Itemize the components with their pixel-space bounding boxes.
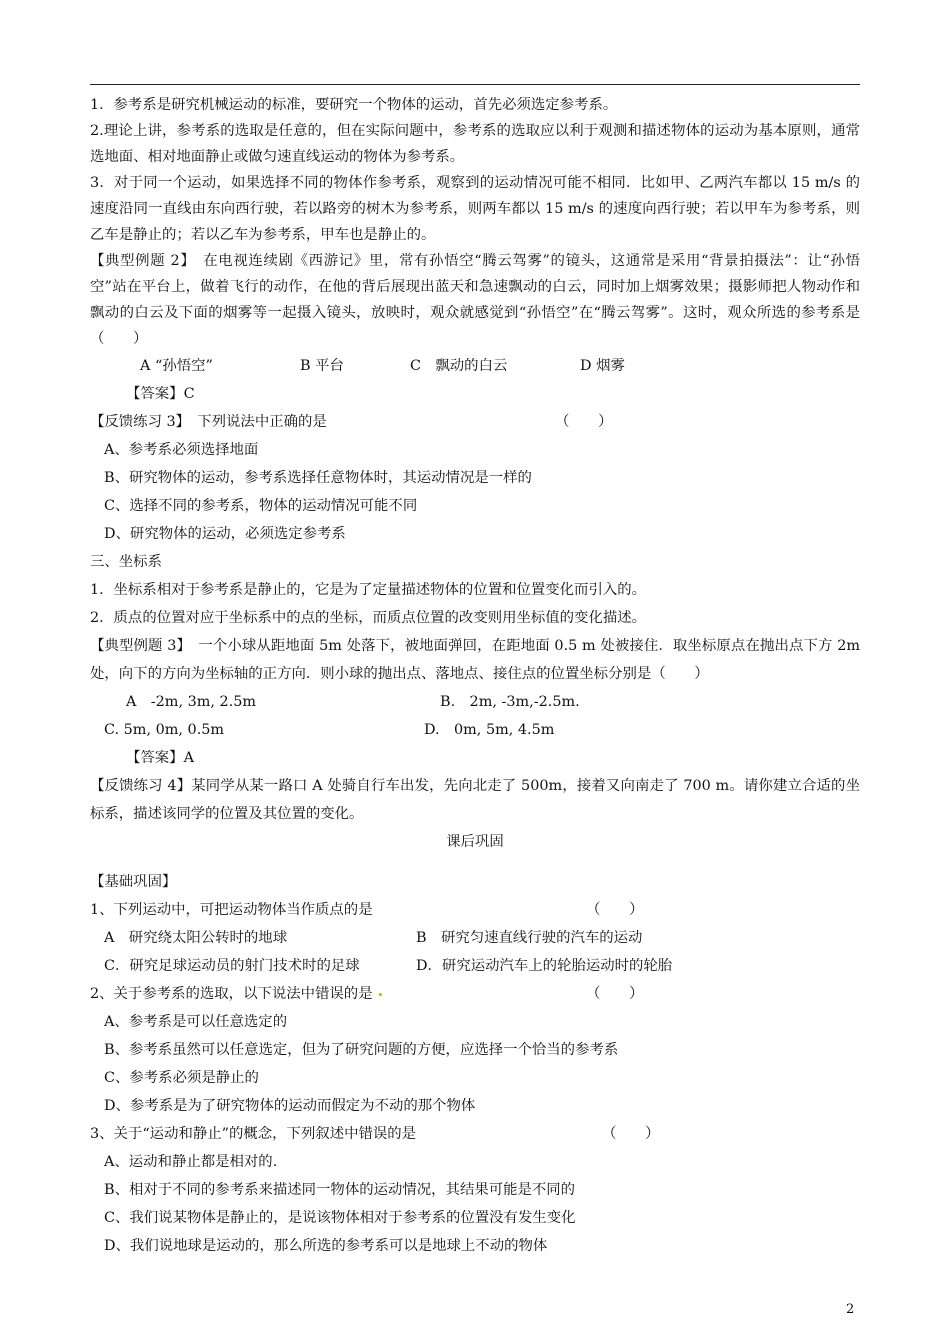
question-2-blank: （ ） — [586, 986, 644, 1002]
question-3-option-d: D、我们说地球是运动的，那么所选的参考系可以是地球上不动的物体 — [104, 1238, 548, 1254]
ref-point-2: 2.理论上讲，参考系的选取是任意的，但在实际问题中，参考系的选取应以利于观测和描述物体的运动为基本原则，通常选地面、相对地面静止或做匀速直线运动的物体为参考系。 — [90, 123, 860, 165]
example-3-option-d: D. 0m, 5m, 4.5m — [424, 722, 555, 738]
feedback-3-question — [90, 408, 860, 436]
question-1-option-b: B 研究匀速直线行驶的汽车的运动 — [416, 930, 643, 946]
feedback-3-option-b: B、研究物体的运动，参考系选择任意物体时，其运动情况是一样的 — [104, 470, 532, 486]
header-rule — [90, 84, 860, 85]
basic-heading: 【基础巩固】 — [90, 874, 177, 890]
question-3-option-c: C、我们说某物体是静止的，是说该物体相对于参考系的位置没有发生变化 — [104, 1210, 576, 1226]
example-2-answer-text: 【答案】C — [126, 386, 195, 402]
question-1-options-cd — [90, 952, 860, 980]
example-2-options — [90, 352, 860, 380]
feedback-3-option-d: D、研究物体的运动，必须选定参考系 — [104, 526, 346, 542]
example-3-option-b: B. 2m, -3m,-2.5m. — [440, 694, 580, 710]
question-2 — [90, 980, 860, 1008]
feedback-3-blank: （ ） — [555, 414, 613, 430]
feedback-3-text: 【反馈练习 3】 下列说法中正确的是 — [90, 414, 327, 430]
question-1-option-c: C．研究足球运动员的射门技术时的足球 — [104, 958, 360, 974]
example-3-answer — [90, 744, 860, 772]
mark-dot — [379, 993, 382, 996]
feedback-3-option-a: A、参考系必须选择地面 — [104, 442, 259, 458]
example-2-option-a: A “孙悟空” — [140, 358, 213, 374]
question-2-text: 2、关于参考系的选取，以下说法中错误的是 — [90, 986, 373, 1002]
example-2-option-c: C 飘动的白云 — [410, 358, 508, 374]
question-3 — [90, 1120, 860, 1148]
question-2-option-b: B、参考系虽然可以任意选定，但为了研究问题的方便，应选择一个恰当的参考系 — [104, 1042, 619, 1058]
feedback-3-option-c: C、选择不同的参考系，物体的运动情况可能不同 — [104, 498, 418, 514]
question-2-option-d: D、参考系是为了研究物体的运动而假定为不动的那个物体 — [104, 1098, 476, 1114]
after-class-heading: 课后巩固 — [446, 834, 504, 850]
coord-point-1: 1．坐标系相对于参考系是静止的，它是为了定量描述物体的位置和位置变化而引入的。 — [90, 582, 647, 598]
question-3-text: 3、关于“运动和静止”的概念，下列叙述中错误的是 — [90, 1126, 417, 1142]
question-1-options-ab — [90, 924, 860, 952]
ref-point-1: 1．参考系是研究机械运动的标准，要研究一个物体的运动，首先必须选定参考系。 — [90, 97, 618, 113]
example-2-option-b: B 平台 — [300, 358, 344, 374]
example-3-question: 【典型例题 3】 一个小球从距地面 5m 处落下，被地面弹回，在距地面 0.5 m 处被接住．取坐标原点在抛出点下方 2m 处，向下的方向为坐标轴的正方向．则小球的抛出点、落地点、接住点的位置坐标分别是（ ） — [90, 638, 860, 682]
example-3-options-ab — [90, 688, 860, 716]
question-1-option-a: A 研究绕太阳公转时的地球 — [104, 930, 288, 946]
coord-point-2: 2．质点的位置对应于坐标系中的点的坐标，而质点位置的改变则用坐标值的变化描述。 — [90, 610, 647, 626]
example-3-options-cd — [90, 716, 860, 744]
question-3-option-a: A、运动和静止都是相对的. — [104, 1154, 278, 1170]
question-1-blank: （ ） — [586, 902, 644, 918]
example-3-option-a: A -2m, 3m, 2.5m — [126, 694, 257, 710]
document-body — [90, 92, 860, 1260]
example-3-answer-text: 【答案】A — [126, 750, 194, 766]
example-2-question: 【典型例题 2】 在电视连续剧《西游记》里，常有孙悟空“腾云驾雾”的镜头，这通常是采用“背景拍摄法”：让“孙悟空”站在平台上，做着飞行的动作，在他的背后展现出蓝天和急速飘动的白云，同时加上烟雾效果；摄影师把人物动作和飘动的白云及下面的烟雾等一起摄入镜头，放映时，观众就感觉到“孙悟空”在“腾云驾雾”。这时，观众所选的参考系是（ ） — [90, 253, 860, 347]
question-3-option-b: B、相对于不同的参考系来描述同一物体的运动情况，其结果可能是不同的 — [104, 1182, 576, 1198]
question-2-text-wrap — [90, 980, 586, 1008]
question-2-option-c: C、参考系必须是静止的 — [104, 1070, 259, 1086]
example-2-option-d: D 烟雾 — [580, 358, 625, 374]
question-3-blank: （ ） — [602, 1126, 660, 1142]
question-1-text: 1、下列运动中，可把运动物体当作质点的是 — [90, 902, 373, 918]
example-2-answer — [90, 380, 860, 408]
question-1-option-d: D．研究运动汽车上的轮胎运动时的轮胎 — [416, 958, 673, 974]
page-number: 2 — [846, 1302, 855, 1317]
feedback-4-question: 【反馈练习 4】某同学从某一路口 A 处骑自行车出发，先向北走了 500m，接着又向南走了 700 m。请你建立合适的坐标系，描述该同学的位置及其位置的变化。 — [90, 778, 860, 822]
section-3-heading: 三、坐标系 — [90, 554, 162, 570]
ref-point-3: 3．对于同一个运动，如果选择不同的物体作参考系，观察到的运动情况可能不相同．比如甲、乙两汽车都以 15 m/s 的速度沿同一直线由东向西行驶，若以路旁的树木为参考系，则两车都以 15 m/s 的速度向西行驶；若以甲车为参考系，则乙车是静止的；若以乙车为参考系，甲车也是静止的。 — [90, 175, 860, 243]
example-3-option-c: C. 5m, 0m, 0.5m — [104, 722, 225, 738]
question-2-option-a: A、参考系是可以任意选定的 — [104, 1014, 288, 1030]
question-1 — [90, 896, 860, 924]
